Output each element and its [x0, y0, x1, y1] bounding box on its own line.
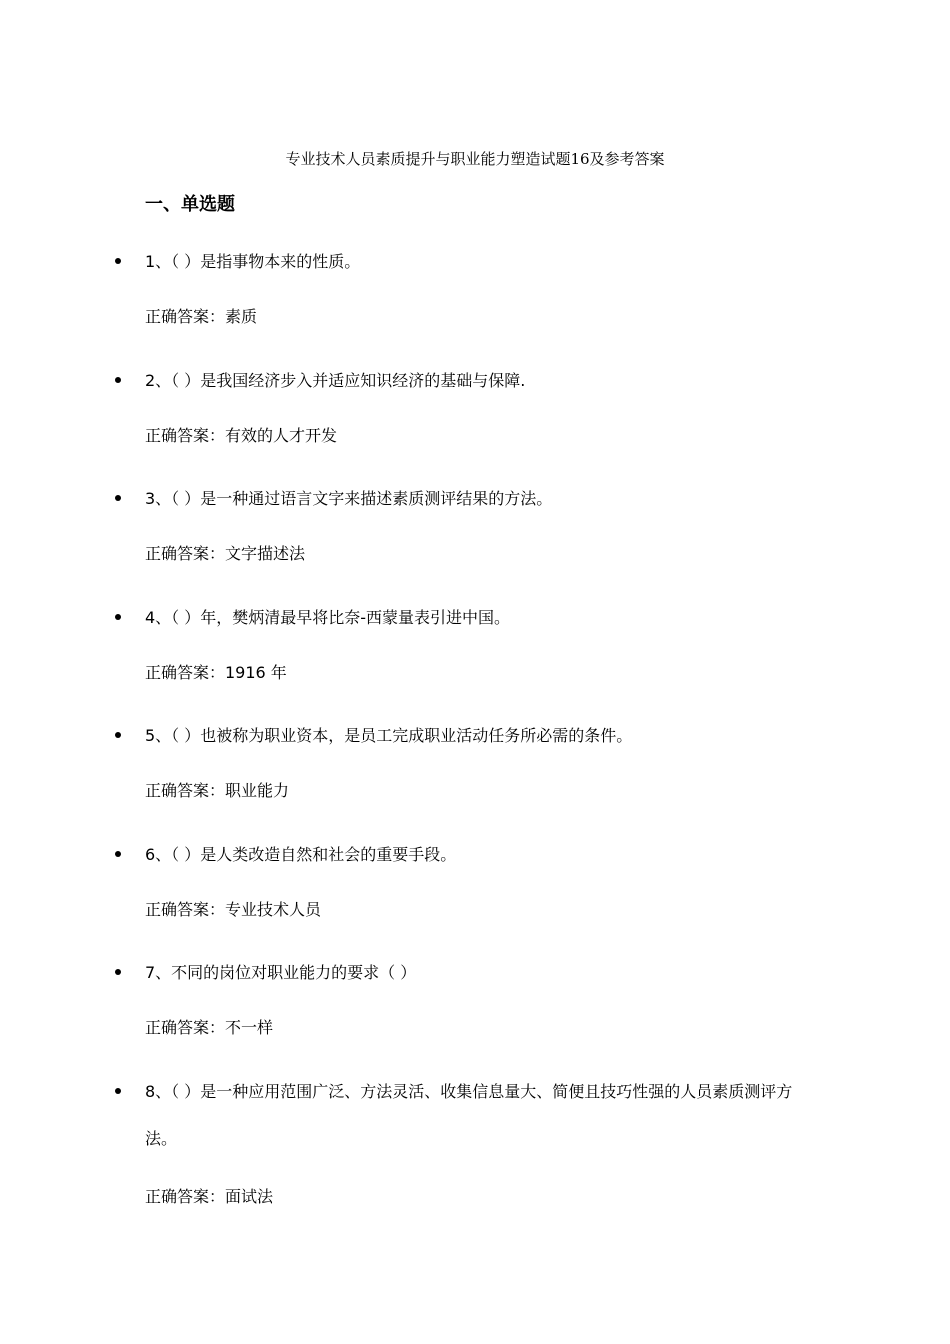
bullet-icon [115, 969, 121, 975]
bullet-icon [115, 851, 121, 857]
answer-text: 正确答案：素质 [145, 307, 258, 326]
bullet-icon [115, 495, 121, 501]
question-text: 7、不同的岗位对职业能力的要求（ ） [145, 963, 417, 982]
question-item [145, 1068, 805, 1162]
question-item [145, 357, 815, 404]
answer-text: 正确答案：文字描述法 [145, 544, 306, 563]
question-item [145, 475, 815, 522]
answer-text: 正确答案：职业能力 [145, 781, 290, 800]
bullet-icon [115, 377, 121, 383]
question-item [145, 831, 815, 878]
question-text: 4、（ ）年，樊炳清最早将比奈-西蒙量表引进中国。 [145, 608, 511, 627]
question-text: 3、（ ）是一种通过语言文字来描述素质测评结果的方法。 [145, 489, 553, 508]
question-text: 6、（ ）是人类改造自然和社会的重要手段。 [145, 845, 457, 864]
answer-text: 正确答案：专业技术人员 [145, 900, 322, 919]
question-text: 1、（ ）是指事物本来的性质。 [145, 252, 361, 271]
question-text: 2、（ ）是我国经济步入并适应知识经济的基础与保障. [145, 371, 526, 390]
document-title: 专业技术人员素质提升与职业能力塑造试题16及参考答案 [285, 150, 665, 168]
bullet-icon [115, 732, 121, 738]
question-item [145, 949, 815, 996]
section-heading: 一、单选题 [145, 194, 235, 215]
bullet-icon [115, 1088, 121, 1094]
question-text: 8、（ ）是一种应用范围广泛、方法灵活、收集信息量大、简便且技巧性强的人员素质测评方法。 [145, 1082, 793, 1148]
answer-text: 正确答案：不一样 [145, 1018, 274, 1037]
bullet-icon [115, 258, 121, 264]
answer-text: 正确答案：面试法 [145, 1187, 274, 1206]
question-item [145, 238, 815, 285]
bullet-icon [115, 614, 121, 620]
question-item [145, 712, 815, 759]
answer-text: 正确答案：有效的人才开发 [145, 426, 338, 445]
question-text: 5、（ ）也被称为职业资本，是员工完成职业活动任务所必需的条件。 [145, 726, 633, 745]
question-item [145, 594, 815, 641]
answer-text: 正确答案：1916 年 [145, 663, 287, 682]
